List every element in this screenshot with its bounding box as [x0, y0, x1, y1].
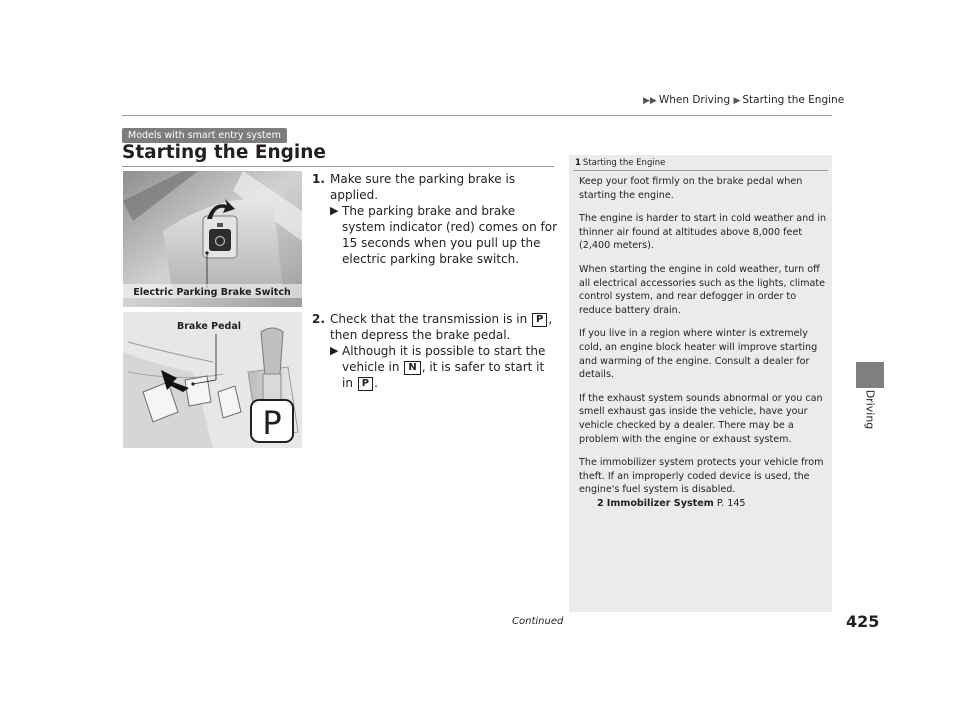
- link-page: P. 145: [716, 497, 746, 509]
- step-number: 1.: [312, 172, 325, 186]
- chapter-tab-label: Driving: [863, 389, 877, 430]
- page-title: Starting the Engine: [122, 142, 326, 163]
- side-note-title: Starting the Engine: [582, 158, 666, 168]
- side-note-paragraph: If you live in a region where winter is extremely cold, an engine block heater will improve starting and warming of the engine. Consult a dealer for details.: [579, 328, 818, 381]
- step-text: Make sure the parking brake is applied.: [330, 172, 516, 202]
- step-result-text: The parking brake and brake system indicator (red) comes on for 15 seconds when you pull up the electric parking brake switch.: [342, 204, 558, 266]
- brake-pedal-photo: [123, 312, 302, 448]
- page-number: 425: [846, 612, 880, 631]
- side-note-panel: [569, 155, 832, 612]
- step-result-text: .: [374, 376, 378, 390]
- breadcrumb: [643, 94, 844, 106]
- model-badge: Models with smart entry system: [122, 128, 287, 143]
- breadcrumb-arrow-icon: ▶▶: [643, 96, 657, 106]
- gear-key-p: P: [358, 377, 373, 391]
- side-note-body: [579, 175, 829, 520]
- cross-reference-link[interactable]: [579, 497, 829, 511]
- side-note-paragraph: If the exhaust system sounds abnormal or you can smell exhaust gas inside the vehicle, have your vehicle checked by a dealer. There may be a problem with the engine or exhaust system.: [579, 392, 823, 445]
- side-note-heading: [575, 158, 665, 168]
- parking-brake-switch-label: Electric Parking Brake Switch: [133, 287, 291, 298]
- brake-pedal-illustration: [123, 312, 302, 448]
- step-result-text: Although it is possible to start the vehicle in: [342, 344, 546, 374]
- header-rule: [122, 115, 832, 116]
- step-result: [330, 203, 558, 267]
- link-ref-icon: 2: [597, 497, 604, 509]
- step-result-text: , it is safer to start it in: [342, 360, 545, 390]
- gear-key-p: P: [532, 313, 547, 327]
- parking-brake-illustration: [123, 171, 302, 307]
- reference-icon: 1: [575, 158, 581, 168]
- side-note-rule: [573, 170, 828, 171]
- title-rule: [122, 166, 554, 167]
- side-note-paragraph: The engine is harder to start in cold weather and in thinner air found at altitudes above 8,000 feet (2,400 meters).: [579, 213, 827, 252]
- brake-pedal-label: Brake Pedal: [176, 321, 242, 332]
- side-note-paragraph: Keep your foot firmly on the brake pedal when starting the engine.: [579, 176, 803, 201]
- result-arrow-icon: ▶: [330, 204, 339, 217]
- step-1: [312, 171, 558, 267]
- step-text: [330, 311, 558, 343]
- gear-key-n: N: [404, 361, 420, 375]
- parking-brake-photo: [123, 171, 302, 307]
- breadcrumb-item: When Driving: [658, 94, 731, 106]
- park-position-letter: P: [262, 404, 282, 442]
- breadcrumb-arrow-icon: ▶: [733, 96, 741, 106]
- side-note-paragraph: The immobilizer system protects your vehicle from theft. If an improperly coded device is used, the engine's fuel system is disabled.: [579, 457, 824, 496]
- step-text-part: Check that the transmission is in: [330, 312, 532, 326]
- step-result: [330, 343, 558, 391]
- step-2: [312, 311, 558, 391]
- result-arrow-icon: ▶: [330, 344, 339, 357]
- link-title: Immobilizer System: [606, 497, 714, 509]
- step-text-part: , then depress the brake pedal.: [330, 312, 553, 342]
- side-note-paragraph: When starting the engine in cold weather, turn off all electrical accessories such as the lights, climate control system, and rear defogger in order to reduce battery drain.: [579, 263, 826, 316]
- breadcrumb-item: Starting the Engine: [742, 94, 845, 106]
- step-number: 2.: [312, 312, 325, 326]
- continued-label: Continued: [512, 616, 564, 627]
